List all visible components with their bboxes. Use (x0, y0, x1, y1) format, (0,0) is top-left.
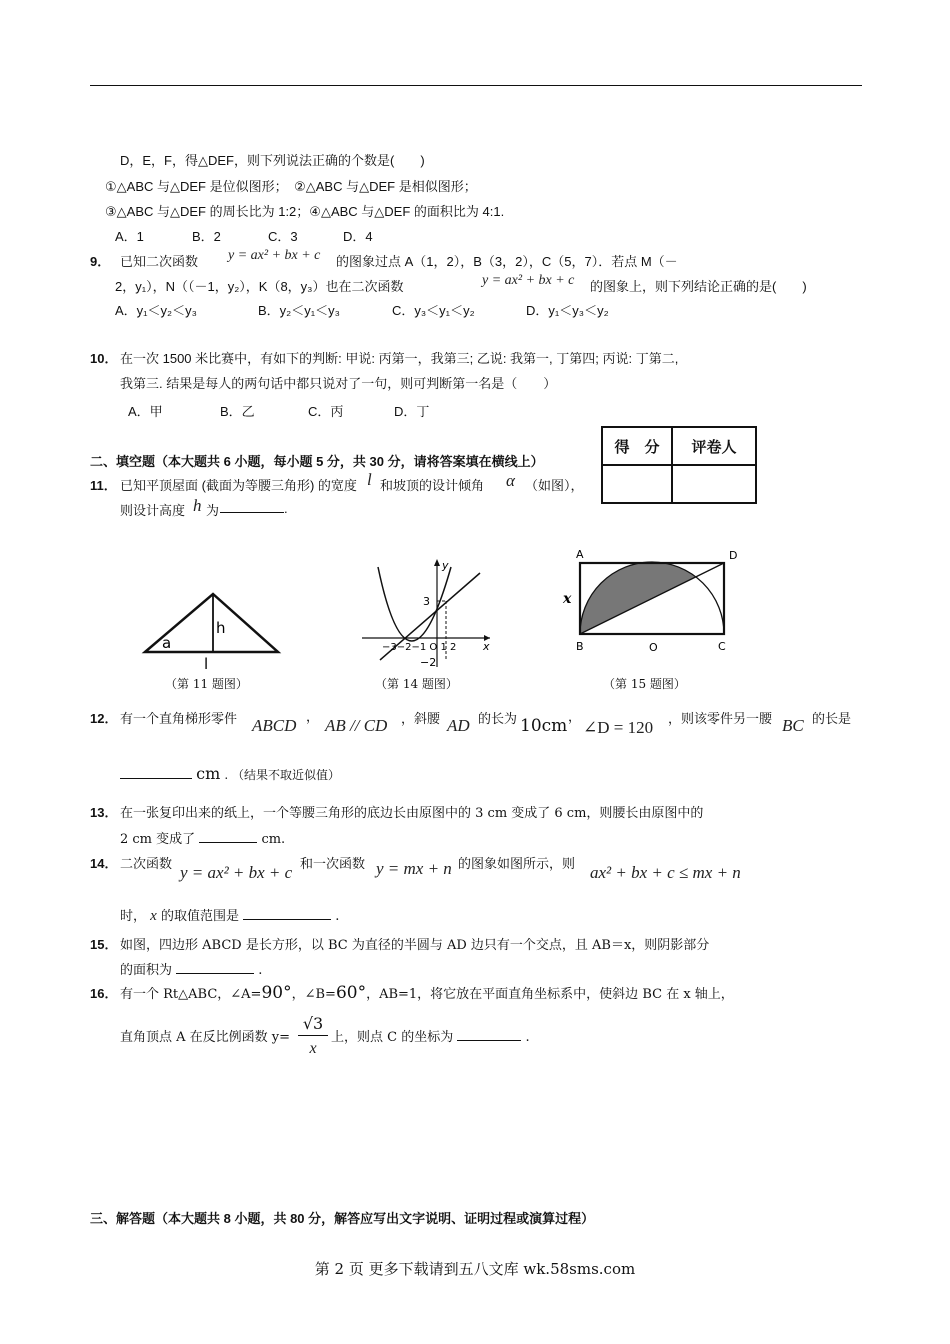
q16-number: 16． (90, 986, 118, 1001)
q11-text-2b: 为 (206, 503, 220, 518)
fig15-caption: （第 15 题图） (603, 677, 686, 691)
fig11-label-a: a (162, 634, 172, 652)
q14-x: x (150, 908, 157, 924)
score-label: 得 分 (602, 427, 672, 465)
q12-comma-1: ， (306, 710, 320, 725)
q13-number: 13． (90, 805, 118, 820)
q12-parallel: AB // CD (325, 716, 388, 735)
q10-number: 10． (90, 351, 118, 366)
fig11-label-l: l (204, 655, 209, 670)
q12-abcd: ABCD (252, 716, 297, 735)
q16-deg90: 90° (261, 983, 292, 1003)
score-cell[interactable] (602, 465, 672, 503)
q15-line-2b: . (258, 963, 263, 978)
q11-answer-blank[interactable] (220, 500, 284, 513)
q9-text-2a: 2，y₁），N（（－1，y₂），K（8，y₃）也在二次函数 (115, 279, 404, 294)
q15-answer-blank[interactable] (176, 961, 254, 974)
q12-10cm: 10cm (520, 716, 568, 736)
q8-statement-2: ③△ABC 与△DEF 的周长比为 1:2；④△ABC 与△DEF 的面积比为 4:1. (105, 204, 505, 219)
q13-answer-blank[interactable] (199, 830, 257, 843)
fig15-label-x: x (563, 591, 572, 607)
q11-l: l (367, 470, 372, 489)
q12-text-1: 有一个直角梯形零件 (120, 712, 238, 727)
q14-line-2a: 时， (120, 909, 147, 924)
q15-line-1: 如图，四边形 ABCD 是长方形，以 BC 为直径的半圆与 AD 边只有一个交点，且 AB＝x，则阴影部分 (120, 938, 710, 953)
q8-option-d: D．4 (343, 229, 373, 244)
fig14-caption: （第 14 题图） (375, 677, 458, 691)
q15-number: 15． (90, 937, 118, 952)
fig15-label-a: A (576, 548, 584, 561)
q10-option-b: B．乙 (220, 404, 255, 419)
q12-text-3: 的长为 (478, 712, 518, 727)
q9-function-2: y = ax² + bx + c (482, 273, 575, 288)
score-table (601, 426, 757, 504)
q16-line-2b: 上，则点 C 的坐标为 (331, 1030, 454, 1045)
q16-line-1a: 有一个 Rt△ABC，∠A= (120, 987, 262, 1002)
q12-angle-d: ∠D = 120 (583, 718, 654, 737)
q12-text-5: 的长是 (812, 712, 852, 727)
q11-h: h (193, 496, 202, 515)
q12-comma-2: ， (568, 710, 582, 725)
q14-number: 14． (90, 856, 118, 871)
q14-linear: y = mx + n (376, 859, 452, 878)
fig14-tick-neg2: −2 (420, 656, 437, 669)
grader-cell[interactable] (672, 465, 756, 503)
q14-line-2b: 的取值范围是 (160, 909, 239, 924)
q9-text-1b: 的图象过点 A（1，2），B（3，2），C（5，7）．若点 M（－ (336, 254, 678, 269)
q16-line-2c: . (525, 1030, 530, 1045)
q11-text-2a: 则设计高度 (120, 503, 186, 518)
fig14-tick-3: 3 (423, 595, 430, 608)
q9-function: y = ax² + bx + c (228, 248, 321, 263)
q13-line-2a: 2 cm 变成了 (120, 832, 196, 847)
q9-text-1a: 已知二次函数 (120, 254, 199, 269)
q8-option-a: A．1 (115, 229, 144, 244)
q8-statement-1: ①△ABC 与△DEF 是位似图形； ②△ABC 与△DEF 是相似图形； (105, 179, 477, 194)
q16-deg60: 60° (335, 983, 367, 1003)
q12-note: . （结果不取近似值） (224, 768, 341, 782)
fig11-label-h: h (216, 619, 226, 637)
q9-option-a: A．y₁＜y₂＜y₃ (115, 303, 197, 318)
q10-line-1: 在一次 1500 米比赛中，有如下的判断: 甲说: 丙第一，我第三; 乙说: 我第一, 丁第四; 丙说: 丁第二, (120, 351, 679, 366)
fig15-label-d: D (729, 549, 738, 562)
q12-unit: cm (196, 764, 221, 783)
q9-option-d: D．y₁＜y₃＜y₂ (526, 303, 609, 318)
q9-option-b: B．y₂＜y₁＜y₃ (258, 303, 340, 318)
fig14-x-label: x (483, 640, 490, 653)
q9-number: 9． (90, 254, 111, 269)
q10-option-c: C．丙 (308, 404, 344, 419)
fig14-y-label: y (442, 559, 449, 572)
fig11-caption: （第 11 题图） (165, 677, 248, 691)
fig14-y-arrow (434, 559, 440, 566)
grader-label: 评卷人 (672, 427, 756, 465)
q16-answer-blank[interactable] (457, 1028, 521, 1041)
q9-option-c: C．y₃＜y₁＜y₂ (392, 303, 475, 318)
q8-option-c: C．3 (268, 229, 298, 244)
q16-line-2a: 直角顶点 A 在反比例函数 y= (120, 1030, 291, 1045)
fig14-x-ticks: −3−2−1 O 1 2 (382, 642, 457, 653)
fig14-graph (360, 555, 495, 670)
q14-line-2c: . (335, 909, 340, 924)
section2-title: 二、填空题（本大题共 6 小题，每小题 5 分，共 30 分，请将答案填在横线上） (90, 454, 544, 469)
q11-number: 11． (90, 478, 117, 493)
q16-numerator: √3 (298, 1014, 328, 1036)
page-footer: 第 2 页 更多下载请到五八文库 wk.58sms.com (314, 1260, 636, 1278)
q10-line-2: 我第三. 结果是每人的两句话中都只说对了一句，则可判断第一名是（ ） (120, 376, 557, 391)
q12-text-2: ，斜腰 (401, 712, 441, 727)
q12-number: 12． (90, 711, 118, 726)
q12-bc: BC (782, 716, 804, 735)
q11-period: . (284, 501, 288, 516)
q12-ad: AD (447, 716, 470, 735)
q14-text-2: 和一次函数 (300, 857, 366, 872)
q8-continuation: D，E，F，得△DEF，则下列说法正确的个数是( ) (120, 153, 425, 168)
q14-text-3: 的图象如图所示，则 (458, 857, 576, 872)
section3-title: 三、解答题（本大题共 8 小题，共 80 分，解答应写出文字说明、证明过程或演算过程） (90, 1211, 595, 1226)
q16-denominator: x (309, 1040, 317, 1057)
q12-answer-blank[interactable] (120, 766, 192, 779)
q13-line-2b: cm. (261, 832, 286, 847)
q14-text-1: 二次函数 (120, 857, 173, 872)
q12-text-4: ，则该零件另一腰 (668, 712, 773, 727)
q8-option-b: B．2 (192, 229, 221, 244)
fig15-rectangle (560, 548, 740, 658)
q14-inequality: ax² + bx + c ≤ mx + n (590, 863, 741, 882)
q14-quadratic: y = ax² + bx + c (180, 863, 293, 882)
q16-line-1b: ，∠B= (291, 987, 336, 1002)
q15-line-2a: 的面积为 (120, 963, 173, 978)
fig15-label-o: O (649, 641, 658, 654)
q11-text-1c: （如图）， (525, 478, 584, 493)
q10-option-a: A．甲 (128, 404, 163, 419)
q16-line-1c: ，AB=1，将它放在平面直角坐标系中，使斜边 BC 在 x 轴上， (366, 987, 734, 1002)
header-rule (90, 85, 862, 86)
fig15-label-b: B (576, 640, 584, 653)
q16-fraction (298, 1014, 328, 1058)
q11-text-1a: 已知平顶屋面 (截面为等腰三角形) 的宽度 (120, 478, 357, 493)
q11-text-1b: 和坡顶的设计倾角 (380, 478, 485, 493)
q11-alpha: α (506, 471, 515, 490)
fig15-label-c: C (718, 640, 726, 653)
fig11-triangle (140, 590, 285, 670)
q9-text-2b: 的图象上，则下列结论正确的是( ) (590, 279, 807, 294)
q10-option-d: D．丁 (394, 404, 430, 419)
q14-answer-blank[interactable] (243, 907, 331, 920)
q13-line-1: 在一张复印出来的纸上，一个等腰三角形的底边长由原图中的 3 cm 变成了 6 cm，则腰长由原图中的 (120, 806, 704, 821)
